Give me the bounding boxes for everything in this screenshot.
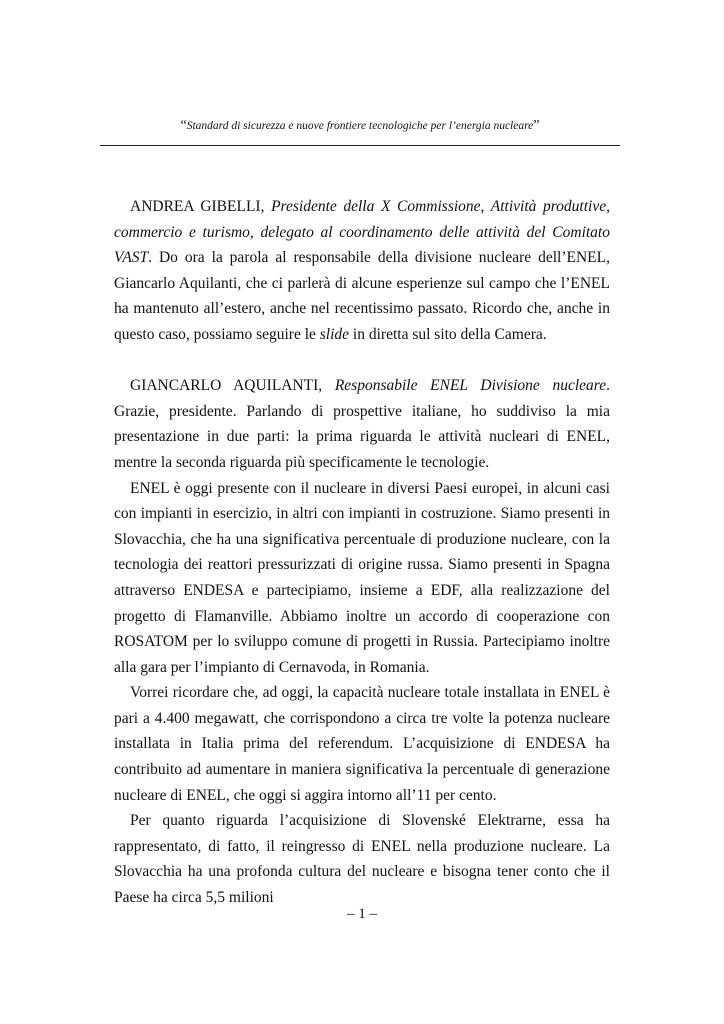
paragraph-slovenske: Per quanto riguarda l’acquisizione di Slovenské Elektrarne, essa ha rappresentato, di fatto, il reingresso di ENEL nella produzione nucleare. La Slovacchia ha una profonda cultura del nucleare e bisogna tener conto che il Paese ha circa 5,5 milioni bbox=[114, 812, 610, 907]
page-number: – 1 – bbox=[347, 906, 377, 922]
header-rule bbox=[100, 145, 620, 146]
paragraph-text: . Grazie, presidente. Parlando di prospettive italiane, ho suddiviso la mia presentazione in due parti: la prima riguarda le attività nucleari di ENEL, mentre la seconda riguarda più specificamente le tecnologie. bbox=[114, 377, 610, 471]
paragraph-gibelli bbox=[114, 194, 610, 348]
header-quote-open: “ bbox=[180, 118, 187, 133]
speaker-role: Presidente della X Commissione, Attività produttive, commercio e turismo, delegato al coordinamento delle attività del Comitato VAST bbox=[114, 198, 610, 267]
paragraph-enel-presence: ENEL è oggi presente con il nucleare in diversi Paesi europei, in alcuni casi con impianti in esercizio, in altri con impianti in costruzione. Siamo presenti in Slovacchia, che ha una significativa percentuale di produzione nucleare, con la tecnologia dei reattori pressurizzati di origine russa. Siamo presenti in Spagna attraverso ENDESA e partecipiamo, insieme a EDF, alla realizzazione del progetto di Flamanville. Abbiamo inoltre un accordo di cooperazione con ROSATOM per lo sviluppo comune di progetti in Russia. Partecipiamo inoltre alla gara per l’impianto di Cernavoda, in Romania. bbox=[114, 479, 610, 676]
speaker-role: Responsabile ENEL Divisione nucleare bbox=[334, 377, 607, 395]
header-quote-close: ” bbox=[533, 118, 540, 133]
paragraph-aquilanti bbox=[114, 373, 610, 475]
document-body bbox=[114, 194, 610, 911]
speaker-name: ANDREA GIBELLI, bbox=[130, 198, 272, 215]
header-title: Standard di sicurezza e nuove frontiere tecnologiche per l’energia nucleare bbox=[186, 120, 534, 132]
paragraph-capacity: Vorrei ricordare che, ad oggi, la capacità nucleare totale installata in ENEL è pari a 4.400 megawatt, che corrispondono a circa tre volte la potenza nucleare installata in Italia prima del referendum. L’acquisizione di ENDESA ha contribuito ad aumentare in maniera significativa la percentuale di generazione nucleare di ENEL, che oggi si aggira intorno all’11 per cento. bbox=[114, 684, 610, 804]
speaker-name: GIANCARLO AQUILANTI, bbox=[130, 377, 335, 395]
paragraph-text-end: in diretta sul sito della Camera. bbox=[349, 325, 547, 343]
italic-word: slide bbox=[319, 325, 350, 343]
running-header bbox=[100, 118, 620, 134]
paragraph-text: . Do ora la parola al responsabile della divisione nucleare dell’ENEL, Giancarlo Aquilanti, che ci parlerà di alcune esperienze sul campo che l’ENEL ha mantenuto all’estero, anche nel recentissimo passato. Ricordo che, anche in questo caso, possiamo seguire le bbox=[114, 249, 610, 343]
